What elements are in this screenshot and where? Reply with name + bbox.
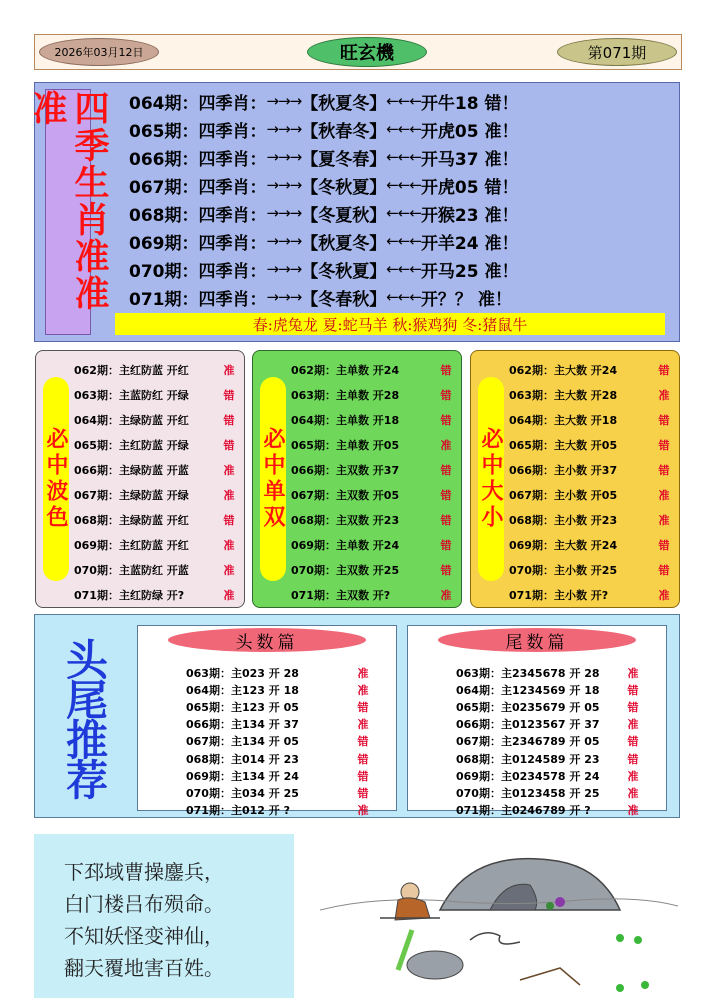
season-period: 069期：四季肖： — [129, 233, 267, 254]
list-item — [291, 507, 457, 532]
row-text: 065期：主单数 开05 — [291, 438, 400, 452]
tail-number-title: 尾数篇 — [438, 628, 636, 652]
row-text: 068期：主014 开 23 — [186, 752, 299, 766]
row-result: 错 — [627, 752, 639, 766]
head-tail-section — [34, 614, 680, 818]
left-arrow-icon: ←←← — [386, 148, 421, 166]
season-legend: 春:虎兔龙 夏:蛇马羊 秋:猴鸡狗 冬:猪鼠牛 — [115, 313, 665, 335]
season-result: 开虎05 准！ — [420, 121, 519, 142]
season-pick: 【冬夏秋】 — [301, 205, 387, 226]
row-result: 错 — [440, 463, 452, 477]
season-row — [129, 283, 669, 311]
row-result: 错 — [658, 563, 670, 577]
row-result: 错 — [440, 513, 452, 527]
wave-color-box — [35, 350, 245, 608]
row-text: 069期：主红防蓝 开红 — [74, 538, 189, 552]
right-arrow-icon: →→→ — [266, 120, 302, 138]
list-item — [456, 698, 646, 715]
list-item — [456, 681, 646, 698]
row-result: 准 — [627, 786, 639, 800]
right-arrow-icon: →→→ — [266, 204, 302, 222]
row-text: 063期：主2345678 开 28 — [456, 666, 600, 680]
right-arrow-icon: →→→ — [266, 148, 302, 166]
season-result: 开马37 准！ — [420, 149, 519, 170]
row-result: 错 — [658, 463, 670, 477]
list-item — [74, 582, 240, 607]
row-text: 067期：主小数 开05 — [509, 488, 618, 502]
row-result: 错 — [223, 438, 235, 452]
head-tail-label: 头尾推荐 — [60, 638, 109, 798]
list-item — [74, 382, 240, 407]
row-text: 067期：主2346789 开 05 — [456, 735, 600, 749]
row-result: 错 — [658, 438, 670, 452]
big-small-rows — [509, 357, 675, 607]
row-result: 错 — [658, 538, 670, 552]
list-item — [74, 407, 240, 432]
row-text: 062期：主红防蓝 开红 — [74, 363, 189, 377]
tail-number-panel — [407, 625, 667, 818]
list-item — [291, 357, 457, 382]
list-item — [456, 802, 646, 819]
row-text: 070期：主小数 开25 — [509, 563, 618, 577]
row-text: 064期：主单数 开18 — [291, 413, 400, 427]
list-item — [509, 557, 675, 582]
season-result: 开牛18 错！ — [420, 93, 519, 114]
odd-even-rows — [291, 357, 457, 607]
row-result: 错 — [440, 363, 452, 377]
row-text: 071期：主012 开 ? — [186, 804, 290, 818]
row-text: 063期：主023 开 28 — [186, 666, 299, 680]
row-result: 错 — [357, 752, 369, 766]
row-result: 错 — [357, 786, 369, 800]
row-result: 准 — [357, 683, 369, 697]
right-arrow-icon: →→→ — [266, 232, 302, 250]
left-arrow-icon: ←←← — [386, 260, 421, 278]
row-result: 错 — [440, 538, 452, 552]
list-item — [186, 733, 376, 750]
season-pick: 【冬秋夏】 — [301, 261, 387, 282]
season-row — [129, 199, 669, 227]
right-arrow-icon: →→→ — [266, 92, 302, 110]
head-number-panel — [137, 625, 397, 818]
list-item — [509, 507, 675, 532]
list-item — [456, 664, 646, 681]
list-item — [291, 457, 457, 482]
issue-badge: 第071期 — [557, 38, 677, 66]
list-item — [509, 457, 675, 482]
row-text: 066期：主0123567 开 37 — [456, 718, 600, 732]
row-result: 准 — [223, 488, 235, 502]
row-text: 062期：主大数 开24 — [509, 363, 618, 377]
list-item — [509, 532, 675, 557]
season-result: 开？？ 准！ — [420, 289, 512, 310]
list-item — [186, 767, 376, 784]
row-result: 准 — [223, 563, 235, 577]
poem-box — [34, 834, 294, 998]
season-period: 068期：四季肖： — [129, 205, 267, 226]
right-arrow-icon: →→→ — [266, 176, 302, 194]
season-result: 开马25 准！ — [420, 261, 519, 282]
poem-line: 翻天覆地害百姓。 — [64, 956, 224, 980]
list-item — [509, 582, 675, 607]
row-text: 068期：主0124589 开 23 — [456, 752, 600, 766]
list-item — [186, 784, 376, 801]
row-text: 064期：主1234569 开 18 — [456, 683, 600, 697]
page-title: 旺玄機 — [307, 37, 427, 67]
list-item — [74, 507, 240, 532]
list-item — [456, 733, 646, 750]
row-text: 064期：主绿防蓝 开红 — [74, 413, 189, 427]
date-badge: 2026年03月12日 — [39, 38, 159, 66]
row-text: 071期：主双数 开? — [291, 588, 391, 602]
row-text: 065期：主0235679 开 05 — [456, 700, 600, 714]
list-item — [74, 457, 240, 482]
row-text: 069期：主大数 开24 — [509, 538, 618, 552]
season-period: 064期：四季肖： — [129, 93, 267, 114]
row-text: 068期：主绿防蓝 开红 — [74, 513, 189, 527]
row-result: 准 — [658, 513, 670, 527]
list-item — [291, 557, 457, 582]
row-text: 068期：主双数 开23 — [291, 513, 400, 527]
row-text: 065期：主123 开 05 — [186, 700, 299, 714]
list-item — [186, 750, 376, 767]
season-pick: 【夏冬春】 — [301, 149, 387, 170]
row-result: 错 — [627, 683, 639, 697]
list-item — [291, 432, 457, 457]
row-result: 准 — [627, 718, 639, 732]
row-text: 067期：主双数 开05 — [291, 488, 400, 502]
row-text: 063期：主单数 开28 — [291, 388, 400, 402]
season-row — [129, 227, 669, 255]
row-result: 错 — [440, 388, 452, 402]
season-period: 066期：四季肖： — [129, 149, 267, 170]
left-arrow-icon: ←←← — [386, 92, 421, 110]
row-result: 准 — [627, 666, 639, 680]
season-pick: 【冬秋夏】 — [301, 177, 387, 198]
season-zodiac-section — [27, 82, 680, 342]
row-text: 070期：主0123458 开 25 — [456, 786, 600, 800]
list-item — [291, 532, 457, 557]
row-text: 071期：主小数 开? — [509, 588, 609, 602]
header-bar — [34, 34, 682, 70]
row-result: 错 — [357, 735, 369, 749]
row-text: 071期：主0246789 开 ? — [456, 804, 591, 818]
row-text: 062期：主单数 开24 — [291, 363, 400, 377]
season-pick: 【秋夏冬】 — [301, 233, 387, 254]
left-arrow-icon: ←←← — [386, 120, 421, 138]
row-text: 063期：主蓝防红 开绿 — [74, 388, 189, 402]
row-result: 错 — [440, 413, 452, 427]
season-period: 071期：四季肖： — [129, 289, 267, 310]
list-item — [509, 432, 675, 457]
list-item — [291, 582, 457, 607]
row-text: 070期：主蓝防红 开蓝 — [74, 563, 189, 577]
season-period: 067期：四季肖： — [129, 177, 267, 198]
row-result: 准 — [357, 804, 369, 818]
season-result: 开猴23 准！ — [420, 205, 519, 226]
season-row — [129, 171, 669, 199]
row-text: 067期：主134 开 05 — [186, 735, 299, 749]
list-item — [74, 482, 240, 507]
list-item — [291, 382, 457, 407]
row-text: 065期：主大数 开05 — [509, 438, 618, 452]
list-item — [186, 716, 376, 733]
row-result: 错 — [223, 513, 235, 527]
list-item — [291, 407, 457, 432]
list-item — [186, 802, 376, 819]
season-pick: 【秋春冬】 — [301, 121, 387, 142]
head-number-title: 头数篇 — [168, 628, 366, 652]
row-result: 错 — [440, 488, 452, 502]
row-text: 070期：主双数 开25 — [291, 563, 400, 577]
season-result: 开羊24 准！ — [420, 233, 519, 254]
poem-line: 不知妖怪变神仙， — [64, 924, 224, 948]
list-item — [456, 767, 646, 784]
row-result: 准 — [223, 588, 235, 602]
season-row — [129, 115, 669, 143]
list-item — [74, 432, 240, 457]
row-result: 错 — [627, 700, 639, 714]
row-text: 066期：主小数 开37 — [509, 463, 618, 477]
left-arrow-icon: ←←← — [386, 232, 421, 250]
row-result: 错 — [658, 363, 670, 377]
row-result: 准 — [658, 588, 670, 602]
row-text: 066期：主绿防蓝 开蓝 — [74, 463, 189, 477]
row-text: 069期：主0234578 开 24 — [456, 769, 600, 783]
row-result: 错 — [357, 769, 369, 783]
list-item — [291, 482, 457, 507]
wave-color-label: 必中波色 — [43, 377, 69, 581]
row-text: 063期：主大数 开28 — [509, 388, 618, 402]
row-result: 准 — [357, 666, 369, 680]
row-text: 067期：主绿防蓝 开绿 — [74, 488, 189, 502]
list-item — [186, 681, 376, 698]
row-text: 064期：主大数 开18 — [509, 413, 618, 427]
season-pick: 【冬春秋】 — [301, 289, 387, 310]
list-item — [74, 357, 240, 382]
row-text: 066期：主双数 开37 — [291, 463, 400, 477]
row-result: 准 — [627, 769, 639, 783]
row-result: 准 — [658, 488, 670, 502]
list-item — [74, 557, 240, 582]
season-rows — [129, 87, 669, 311]
right-arrow-icon: →→→ — [266, 260, 302, 278]
row-result: 错 — [357, 700, 369, 714]
season-side-label: 四季生肖准准准 — [45, 89, 91, 335]
row-result: 准 — [223, 538, 235, 552]
left-arrow-icon: ←←← — [386, 176, 421, 194]
row-text: 066期：主134 开 37 — [186, 718, 299, 732]
row-text: 065期：主红防蓝 开绿 — [74, 438, 189, 452]
list-item — [456, 784, 646, 801]
row-text: 069期：主134 开 24 — [186, 769, 299, 783]
left-arrow-icon: ←←← — [386, 204, 421, 222]
row-result: 准 — [440, 588, 452, 602]
head-number-rows — [186, 664, 376, 819]
row-text: 069期：主单数 开24 — [291, 538, 400, 552]
list-item — [74, 532, 240, 557]
season-row — [129, 143, 669, 171]
row-text: 064期：主123 开 18 — [186, 683, 299, 697]
row-result: 错 — [440, 563, 452, 577]
big-small-label: 必中大小 — [478, 377, 504, 581]
row-result: 准 — [357, 718, 369, 732]
sage-illustration — [320, 840, 678, 1000]
row-result: 准 — [223, 363, 235, 377]
list-item — [509, 382, 675, 407]
season-pick: 【秋夏冬】 — [301, 93, 387, 114]
season-row — [129, 87, 669, 115]
season-result: 开虎05 错！ — [420, 177, 519, 198]
row-result: 准 — [627, 804, 639, 818]
row-result: 准 — [658, 388, 670, 402]
season-period: 070期：四季肖： — [129, 261, 267, 282]
row-text: 068期：主小数 开23 — [509, 513, 618, 527]
list-item — [186, 664, 376, 681]
list-item — [509, 482, 675, 507]
poem-line: 下邳域曹操鏖兵， — [64, 860, 224, 884]
tail-number-rows — [456, 664, 646, 819]
row-result: 准 — [440, 438, 452, 452]
list-item — [456, 716, 646, 733]
odd-even-label: 必中单双 — [260, 377, 286, 581]
row-result: 错 — [658, 413, 670, 427]
odd-even-box — [252, 350, 462, 608]
list-item — [186, 698, 376, 715]
left-arrow-icon: ←←← — [386, 288, 421, 306]
row-text: 071期：主红防绿 开? — [74, 588, 185, 602]
right-arrow-icon: →→→ — [266, 288, 302, 306]
list-item — [456, 750, 646, 767]
season-period: 065期：四季肖： — [129, 121, 267, 142]
season-row — [129, 255, 669, 283]
row-result: 错 — [223, 413, 235, 427]
wave-color-rows — [74, 357, 240, 607]
row-result: 错 — [627, 735, 639, 749]
row-result: 错 — [223, 388, 235, 402]
row-result: 准 — [223, 463, 235, 477]
big-small-box — [470, 350, 680, 608]
list-item — [509, 357, 675, 382]
poem-line: 白门楼吕布殒命。 — [64, 892, 224, 916]
list-item — [509, 407, 675, 432]
row-text: 070期：主034 开 25 — [186, 786, 299, 800]
